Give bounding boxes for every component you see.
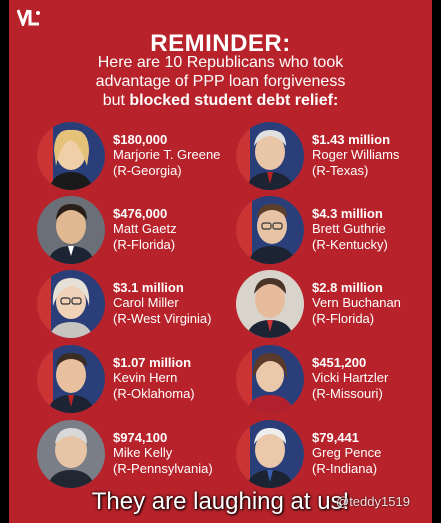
person-party: (R-Georgia) [113, 163, 182, 178]
person-name: Roger Williams [312, 147, 400, 162]
page-title: REMINDER: [150, 30, 291, 57]
person-name: Greg Pence [312, 445, 382, 460]
person-party: (R-West Virginia) [113, 311, 212, 326]
video-caption: They are laughing at us! [91, 488, 350, 515]
watermark: @teddy1519 [336, 494, 410, 509]
avatar [37, 420, 105, 488]
ppp-amount: $2.8 million [312, 280, 383, 295]
person-party: (R-Texas) [312, 163, 369, 178]
person-info [312, 132, 399, 179]
person-info [312, 280, 401, 327]
person-name: Matt Gaetz [113, 221, 177, 236]
avatar [236, 196, 304, 264]
person-card-greene [37, 122, 237, 194]
person-party: (R-Kentucky) [312, 237, 388, 252]
avatar [37, 122, 105, 190]
ppp-amount: $974,100 [113, 430, 168, 445]
avatar [236, 270, 304, 338]
subtitle-line-3 [49, 91, 392, 110]
ppp-amount: $451,200 [312, 355, 367, 370]
person-name: Carol Miller [113, 295, 179, 310]
person-name: Vern Buchanan [312, 295, 401, 310]
subtitle-prefix: but [102, 92, 125, 109]
subtitle [49, 53, 392, 110]
person-party: (R-Florida) [113, 237, 176, 252]
person-party: (R-Missouri) [312, 386, 383, 401]
subtitle-line-2: advantage of PPP loan forgiveness [95, 73, 346, 90]
person-name: Brett Guthrie [312, 221, 386, 236]
avatar [236, 122, 304, 190]
person-name: Kevin Hern [113, 370, 178, 385]
ppp-amount: $180,000 [113, 132, 168, 147]
ppp-amount: $3.1 million [113, 280, 184, 295]
person-card-buchanan [236, 270, 432, 342]
person-card-hartzler [236, 345, 432, 417]
ppp-amount: $79,441 [312, 430, 359, 445]
person-info [113, 430, 213, 477]
avatar [37, 345, 105, 413]
ppp-amount: $4.3 million [312, 206, 383, 221]
avatar [236, 345, 304, 413]
logo-icon [17, 8, 43, 26]
person-name: Vicki Hartzler [312, 370, 389, 385]
subtitle-emphasis: blocked student debt relief: [129, 92, 339, 109]
ppp-amount: $476,000 [113, 206, 168, 221]
person-name: Marjorie T. Greene [113, 147, 221, 162]
person-info [312, 355, 388, 402]
person-info [113, 355, 195, 402]
person-info [113, 206, 177, 253]
avatar [37, 270, 105, 338]
person-card-gaetz [37, 196, 237, 268]
person-party: (R-Indiana) [312, 461, 378, 476]
person-info [312, 206, 388, 253]
person-party: (R-Oklahoma) [113, 386, 195, 401]
person-card-hern [37, 345, 237, 417]
subtitle-line-1: Here are 10 Republicans who took [97, 54, 344, 71]
person-card-guthrie [236, 196, 432, 268]
person-card-pence [236, 420, 432, 492]
person-card-miller [37, 270, 237, 342]
ppp-amount: $1.43 million [312, 132, 391, 147]
person-name: Mike Kelly [113, 445, 173, 460]
person-info [312, 430, 381, 477]
avatar [236, 420, 304, 488]
person-party: (R-Florida) [312, 311, 375, 326]
avatar [37, 196, 105, 264]
person-card-williams [236, 122, 432, 194]
person-party: (R-Pennsylvania) [113, 461, 213, 476]
ppp-amount: $1.07 million [113, 355, 192, 370]
person-info [113, 132, 220, 179]
person-info [113, 280, 211, 327]
infographic-card [9, 0, 432, 523]
person-card-kelly [37, 420, 237, 492]
